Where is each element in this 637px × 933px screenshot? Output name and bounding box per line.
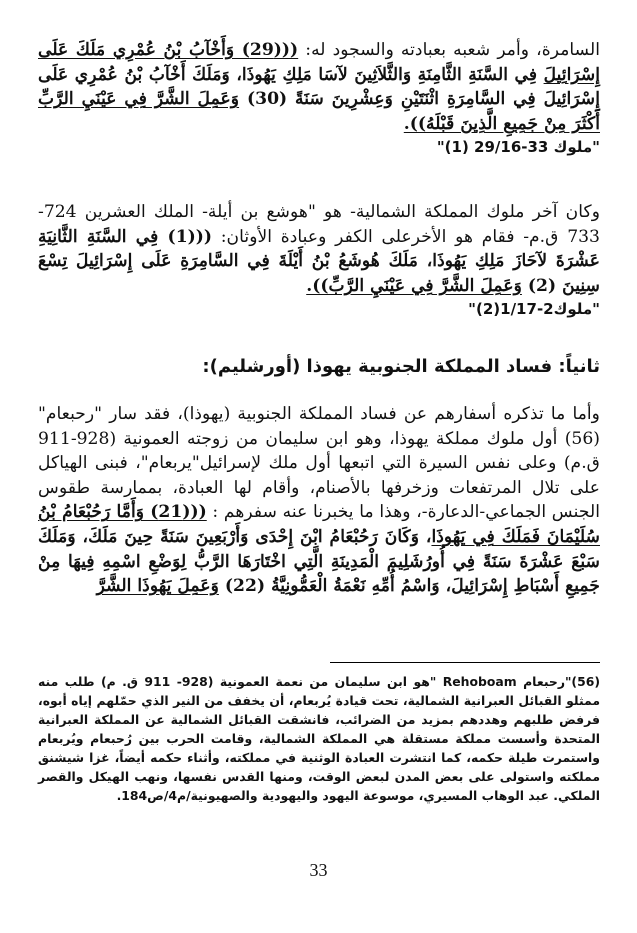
footnote-56: (56)"رحبعام Rehoboam "هو ابن سليمان من نعمة العمونية (928- 911 ق. م) طلب منه ممثلو القبائل العبرانية الشمالية، تحت قيادة يُربعام، أن يخفف من النير الذي حمّلهم إياه أبوه، فرفض طلبهم وهددهم بمزيد من الضرائب، فانشقت القبائل الشمالية عن المملكة العبرانية المتحدة وأسست مملكة مستقلة هي المملكة الشمالية، وقامت الحرب بين رُحبعام ويُربعام واستمرت طيلة حكمه، كما انتشرت العبادة الوثنية في مملكته، وأثناء حكمه أيضاً، غزا شيشنق مملكته واستولى على بعض المدن لبعض الوقت، ومنها القدس نفسها، ونهب الهيكل والقصر الملكي. عبد الوهاب المسيري، موسوعة اليهود واليهودية والصهيونية/م4/ص184. <box>38 674 600 803</box>
section-heading: ثانياً: فساد المملكة الجنوبية يهوذا (أورشليم): <box>202 356 600 377</box>
quote-rehoboam-tail: وَعَمِلَ يَهُوذَا الشَّرَّ <box>96 576 219 597</box>
quote-ahab-body: فِي السَّنَةِ الثَّامِنَةِ وَالثَّلاَثِينَ لآسَا مَلِكِ يَهُوذَا، وَمَلَكَ أَخْآبُ بْنُ عُمْرِي عَلَى إِسْرَائِيلَ فِي السَّامِرَةِ اثْنَتَيْنِ وَعِشْرِينَ سَنَةً (30) <box>38 64 600 110</box>
paragraph-hoshea <box>38 200 600 318</box>
paragraph-rehoboam-text <box>38 402 600 599</box>
paragraph-rehoboam <box>38 402 600 599</box>
paragraph-ahab-text <box>38 38 600 136</box>
quote-rehoboam-head: (((21) وَأَمَّا رَحُبْعَامُ بْنُ سُلَيْمَانَ فَمَلَكَ فِي يَهُوذَا <box>38 502 600 547</box>
footnote-divider <box>330 662 600 663</box>
page-number: 33 <box>309 860 328 880</box>
section-heading-block <box>38 356 600 377</box>
reference-kings-16-text: "(1) ملوك 33-29/16" <box>436 138 600 157</box>
reference-kings-17-text: "(2)ملوك2-1/17" <box>468 300 600 319</box>
paragraph-ahab <box>38 38 600 156</box>
quote-rehoboam-body: ، وَكَانَ رَحُبْعَامُ ابْنَ إِحْدَى وَأَرْبَعِينَ سَنَةً حِينَ مَلَكَ، وَمَلَكَ سَبْعَ عَشْرَةَ سَنَةً فِي أُورُشَلِيمَ الْمَدِينَةِ الَّتِي اخْتَارَهَا الرَّبُّ لِوَضْعِ اسْمِهِ فِيهَا مِنْ جَمِيعِ أَسْبَاطِ إِسْرَائِيلَ، وَاسْمُ أُمِّهِ نَعْمَةُ الْعَمُّونِيَّةُ (22) <box>38 526 600 597</box>
quote-hoshea-body: (((1) فِي السَّنَةِ الثَّانِيَةِ عَشْرَةَ لآحَازَ مَلِكِ يَهُوذَا، مَلَكَ هُوشَعُ بْنُ أَيْلَةَ فِي السَّامِرَةِ عَلَى إِسْرَائِيلَ تِسْعَ سِنِينَ (2) <box>38 226 600 296</box>
reference-kings-17 <box>38 300 600 318</box>
rehoboam-text: وأما ما تذكره أسفارهم عن فساد المملكة الجنوبية (يهوذا)، فقد سار "رحبعام"(56) أول ملوك مملكة يهوذا، وهو ابن سليمان من زوجته العمونية (928-911 ق.م) وعلى نفس السيرة التي اتبعها أول ملك لإسرائيل"يربعام"، فبنى الهياكل على تلال المرتفعات وزخرفها بالأصنام، وأقام لها العبادة، بممارسة طقوس الجنس الجماعي-الدعارة-، وهذا ما يخبرنا عنه سفرهم : <box>38 404 600 523</box>
intro-text: السامرة، وأمر شعبه بعبادته والسجود له: <box>298 40 600 60</box>
quote-ahab-tail: وَعَمِلَ الشَّرَّ فِي عَيْنَيِ الرَّبِّ أَكْثَرَ مِنْ جَمِيعِ الَّذِينَ قَبْلَهُ)). <box>38 89 600 134</box>
paragraph-hoshea-text <box>38 200 600 298</box>
quote-ahab-head: (((29) وَأَخْآبُ بْنُ عُمْرِي مَلَكَ عَلَى إِسْرَائِيلَ <box>38 40 600 85</box>
hoshea-text: وكان آخر ملوك المملكة الشمالية- هو "هوشع بن أيلة- الملك العشرين 724-733 ق.م- فقام هو الأخرعلى الكفر وعبادة الأوثان: <box>38 202 600 247</box>
quote-hoshea-tail: وَعَمِلَ الشَّرَّ فِي عَيْنَيِ الرَّبِّ)). <box>306 275 522 296</box>
reference-kings-16 <box>38 138 600 156</box>
